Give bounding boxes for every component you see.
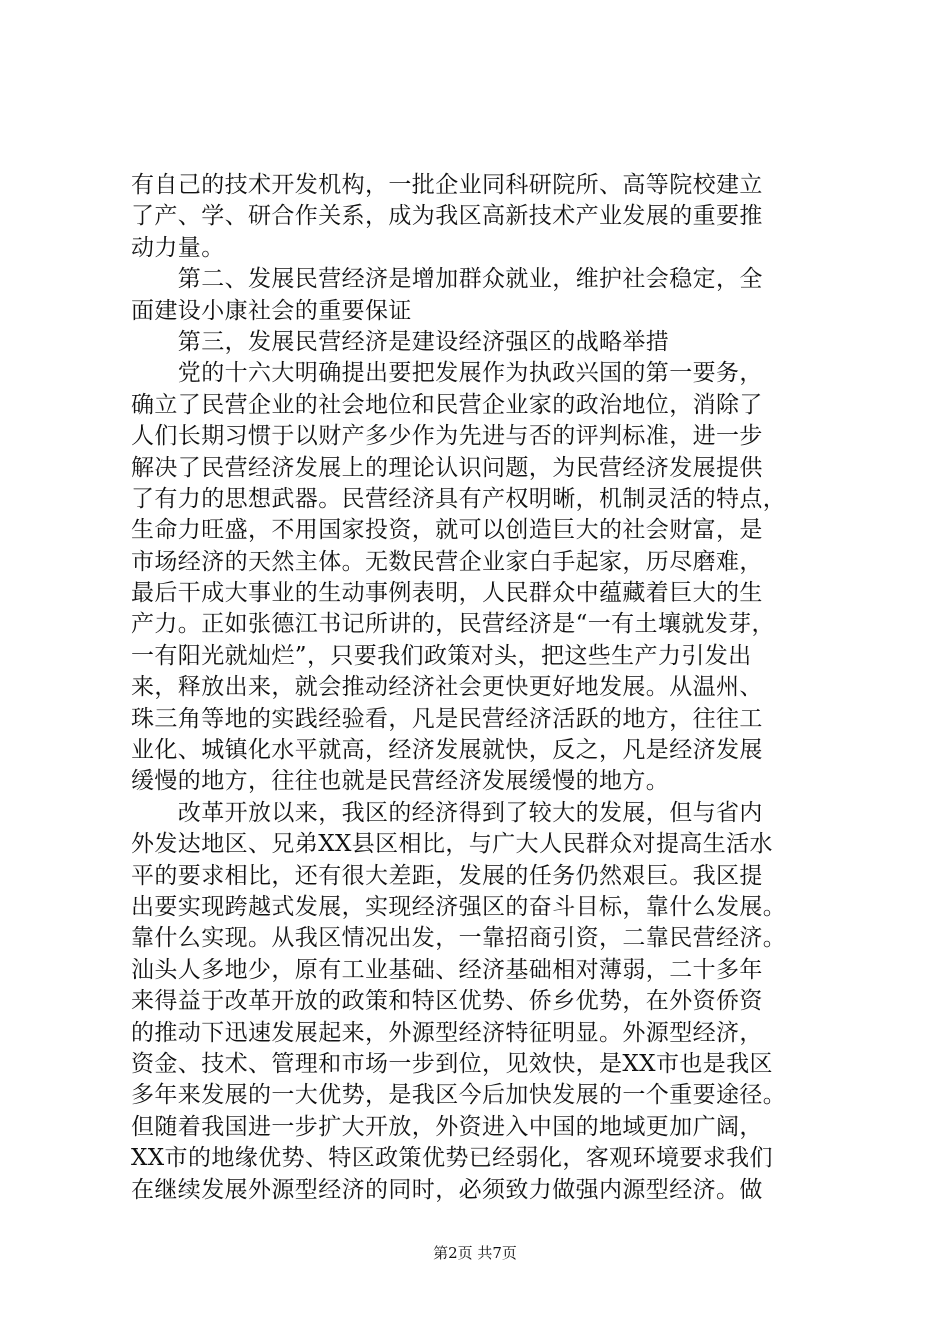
text-line: XX市的地缘优势、特区政策优势已经弱化，客观环境要求我们 (131, 1145, 773, 1172)
text-line: 汕头人多地少，原有工业基础、经济基础相对薄弱，二十多年 (131, 956, 763, 983)
text-line: 人们长期习惯于以财产多少作为先进与否的评判标准，进一步 (131, 423, 763, 450)
text-line: 平的要求相比，还有很大差距，发展的任务仍然艰巨。我区提 (131, 862, 763, 889)
text-line: 动力量。 (131, 234, 225, 261)
text-line: 产力。正如张德江书记所讲的，民营经济是“一有土壤就发芽， (131, 611, 775, 638)
text-line: 来，释放出来，就会推动经济社会更快更好地发展。从温州、 (131, 674, 763, 701)
text-line: 第二、发展民营经济是增加群众就业，维护社会稳定，全 (131, 266, 763, 293)
text-line: 但随着我国进一步扩大开放，外资进入中国的地域更加广阔， (131, 1113, 763, 1140)
text-line: 改革开放以来，我区的经济得到了较大的发展，但与省内 (131, 799, 763, 826)
text-line: 解决了民营经济发展上的理论认识问题，为民营经济发展提供 (131, 454, 763, 481)
text-line: 多年来发展的一大优势，是我区今后加快发展的一个重要途径。 (131, 1082, 787, 1109)
text-line: 来得益于改革开放的政策和特区优势、侨乡优势，在外资侨资 (131, 988, 763, 1015)
text-line: 缓慢的地方，往往也就是民营经济发展缓慢的地方。 (131, 768, 670, 795)
text-line: 市场经济的天然主体。无数民营企业家白手起家，历尽磨难， (131, 548, 763, 575)
text-line: 一有阳光就灿烂”，只要我们政策对头，把这些生产力引发出 (131, 642, 752, 669)
text-line: 面建设小康社会的重要保证 (131, 297, 412, 324)
body-text (131, 170, 831, 1206)
text-line: 最后干成大事业的生动事例表明，人民群众中蕴藏着巨大的生 (131, 580, 763, 607)
text-line: 资金、技术、管理和市场一步到位，见效快，是XX市也是我区 (131, 1050, 773, 1077)
text-line: 确立了民营企业的社会地位和民营企业家的政治地位，消除了 (131, 391, 763, 418)
text-line: 有自己的技术开发机构，一批企业同科研院所、高等院校建立 (131, 172, 763, 198)
text-line: 第三，发展民营经济是建设经济强区的战略举措 (131, 328, 670, 355)
text-line: 业化、城镇化水平就高，经济发展就快，反之，凡是经济发展 (131, 737, 763, 764)
text-line: 了有力的思想武器。民营经济具有产权明晰，机制灵活的特点， (131, 485, 787, 512)
text-line: 了产、学、研合作关系，成为我区高新技术产业发展的重要推 (131, 203, 763, 230)
page-footer: 第2页 共7页 (433, 1244, 517, 1262)
text-line: 珠三角等地的实践经验看，凡是民营经济活跃的地方，往往工 (131, 705, 763, 732)
text-line: 外发达地区、兄弟XX县区相比，与广大人民群众对提高生活水 (131, 831, 773, 858)
text-line: 出要实现跨越式发展，实现经济强区的奋斗目标，靠什么发展。 (131, 893, 787, 920)
text-line: 党的十六大明确提出要把发展作为执政兴国的第一要务， (131, 360, 763, 387)
text-line: 靠什么实现。从我区情况出发，一靠招商引资，二靠民营经济。 (131, 925, 787, 952)
text-line: 生命力旺盛，不用国家投资，就可以创造巨大的社会财富，是 (131, 517, 763, 544)
text-line: 的推动下迅速发展起来，外源型经济特征明显。外源型经济， (131, 1019, 763, 1046)
text-line: 在继续发展外源型经济的同时，必须致力做强内源型经济。做 (131, 1176, 763, 1203)
